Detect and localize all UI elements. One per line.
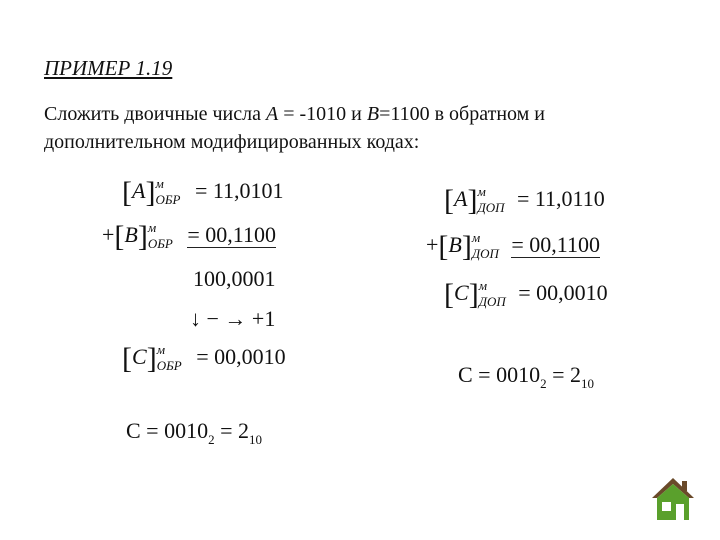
home-icon[interactable] <box>648 474 698 524</box>
left-line-a: [A] м ОБР = 11,0101 <box>122 176 284 209</box>
task-text: Сложить двоичные числа <box>44 103 266 125</box>
left-final: $C = 0010_2 = 2_{10}$ <box>126 418 263 447</box>
task-statement <box>44 100 684 156</box>
left-carry: ↓ − → +1 <box>190 306 276 331</box>
right-line-a: [A] м ДОП = 11,0110 <box>444 184 605 217</box>
left-line-b: +[B] м ОБР = 00,1100 <box>102 220 276 253</box>
right-result: [C] м ДОП = 00,0010 <box>444 278 608 311</box>
left-result: [C] м ОБР = 00,0010 <box>122 342 286 375</box>
right-final: $C = 0010_2 = 2_{10}$ <box>458 362 595 391</box>
var-a: A <box>265 103 279 125</box>
task-a-eq: = -1010 и <box>278 103 367 125</box>
var-b: B <box>366 103 380 125</box>
example-title: ПРИМЕР 1.19 <box>44 56 173 80</box>
task-b-eq: =1100 в обратном и дополнительном модифицированных кодах: <box>44 103 545 153</box>
right-line-b: +[B] м ДОП = 00,1100 <box>426 230 600 263</box>
left-sum: 100,0001 <box>193 266 276 291</box>
